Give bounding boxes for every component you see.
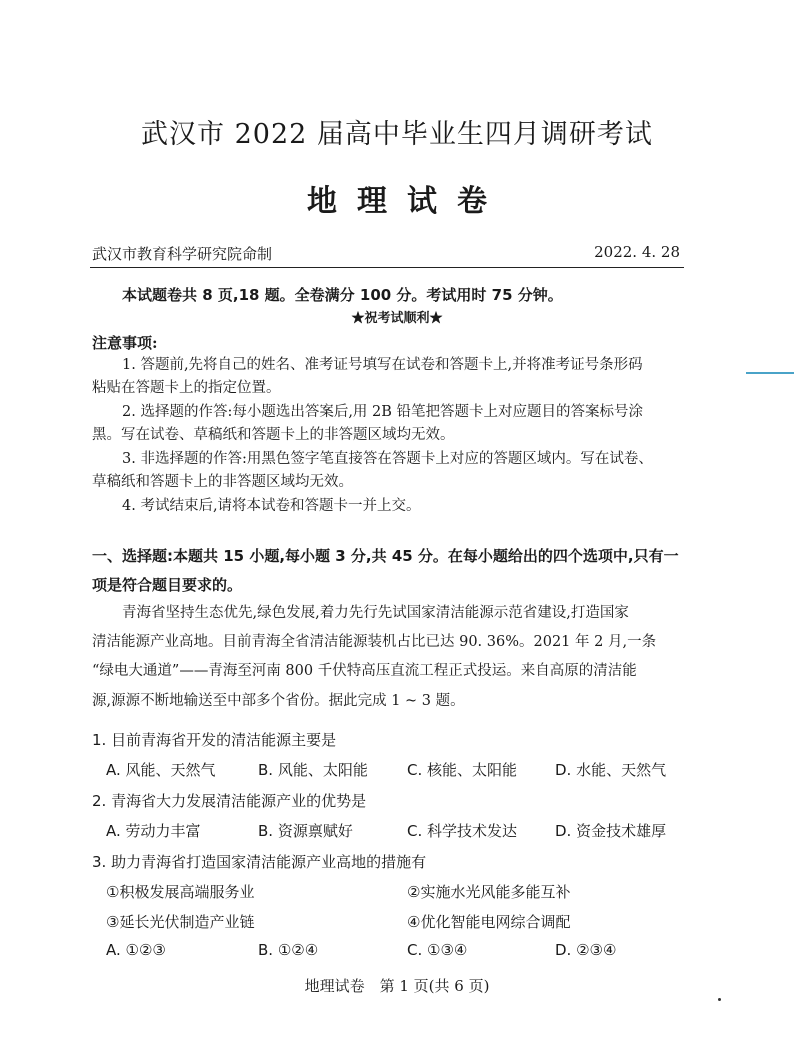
passage-line: “绿电大通道”——青海至河南 800 千伏特高压直流工程正式投运。来自高原的清洁能 xyxy=(92,663,637,679)
answer-option: D. ②③④ xyxy=(555,941,617,959)
note-line: 2. 选择题的作答:每小题选出答案后,用 2B 铅笔把答题卡上对应题目的答案标号涂 xyxy=(122,404,644,420)
answer-option: A. 劳动力丰富 xyxy=(106,822,201,840)
exam-title: 武汉市 2022 届高中毕业生四月调研考试 xyxy=(141,119,653,150)
section-heading: 项是符合题目要求的。 xyxy=(92,576,243,594)
question-stem: 3. 助力青海省打造国家清洁能源产业高地的措施有 xyxy=(92,853,427,871)
answer-option: C. 核能、太阳能 xyxy=(407,761,518,779)
exam-date: 2022. 4. 28 xyxy=(594,243,680,261)
page-footer: 地理试卷 第 1 页(共 6 页) xyxy=(304,977,490,995)
answer-option: D. 资金技术雄厚 xyxy=(555,822,667,840)
notes-title: 注意事项: xyxy=(92,334,158,352)
passage-line: 青海省坚持生态优先,绿色发展,着力先行先试国家清洁能源示范省建设,打造国家 xyxy=(122,605,629,621)
statement-item: ①积极发展高端服务业 xyxy=(106,883,255,901)
note-line: 1. 答题前,先将自己的姓名、准考证号填写在试卷和答题卡上,并将准考证号条形码 xyxy=(122,357,643,373)
blessing-line: ★祝考试顺利★ xyxy=(351,311,443,326)
answer-option: D. 水能、天然气 xyxy=(555,761,667,779)
note-line: 草稿纸和答题卡上的非答题区域均无效。 xyxy=(92,474,353,490)
exam-intro: 本试题卷共 8 页,18 题。全卷满分 100 分。考试用时 75 分钟。 xyxy=(122,286,563,304)
issuer: 武汉市教育科学研究院命制 xyxy=(92,245,273,263)
answer-option: B. 资源禀赋好 xyxy=(258,822,353,840)
answer-option: C. ①③④ xyxy=(407,941,468,959)
note-line: 黑。写在试卷、草稿纸和答题卡上的非答题区域均无效。 xyxy=(92,427,455,443)
question-stem: 1. 目前青海省开发的清洁能源主要是 xyxy=(92,731,337,749)
note-line: 粘贴在答题卡上的指定位置。 xyxy=(92,380,281,396)
answer-option: C. 科学技术发达 xyxy=(407,822,518,840)
header-divider xyxy=(90,267,684,268)
statement-item: ③延长光伏制造产业链 xyxy=(106,913,255,931)
section-heading: 一、选择题:本题共 15 小题,每小题 3 分,共 45 分。在每小题给出的四个选项中,只有一 xyxy=(92,547,679,565)
answer-option: A. 风能、天然气 xyxy=(106,761,216,779)
scan-dot xyxy=(718,998,721,1001)
subject-title: 地理试卷 xyxy=(307,184,507,219)
question-stem: 2. 青海省大力发展清洁能源产业的优势是 xyxy=(92,792,367,810)
note-line: 3. 非选择题的作答:用黑色签字笔直接答在答题卡上对应的答题区域内。写在试卷、 xyxy=(122,451,653,467)
statement-item: ②实施水光风能多能互补 xyxy=(407,883,571,901)
margin-mark xyxy=(746,372,794,374)
statement-item: ④优化智能电网综合调配 xyxy=(407,913,571,931)
answer-option: A. ①②③ xyxy=(106,941,166,959)
answer-option: B. ①②④ xyxy=(258,941,319,959)
passage-line: 源,源源不断地输送至中部多个省份。据此完成 1 ~ 3 题。 xyxy=(92,693,465,709)
passage-line: 清洁能源产业高地。目前青海全省清洁能源装机占比已达 90. 36%。2021 年 2 月,一条 xyxy=(92,634,657,650)
note-line: 4. 考试结束后,请将本试卷和答题卡一并上交。 xyxy=(122,498,421,514)
answer-option: B. 风能、太阳能 xyxy=(258,761,368,779)
